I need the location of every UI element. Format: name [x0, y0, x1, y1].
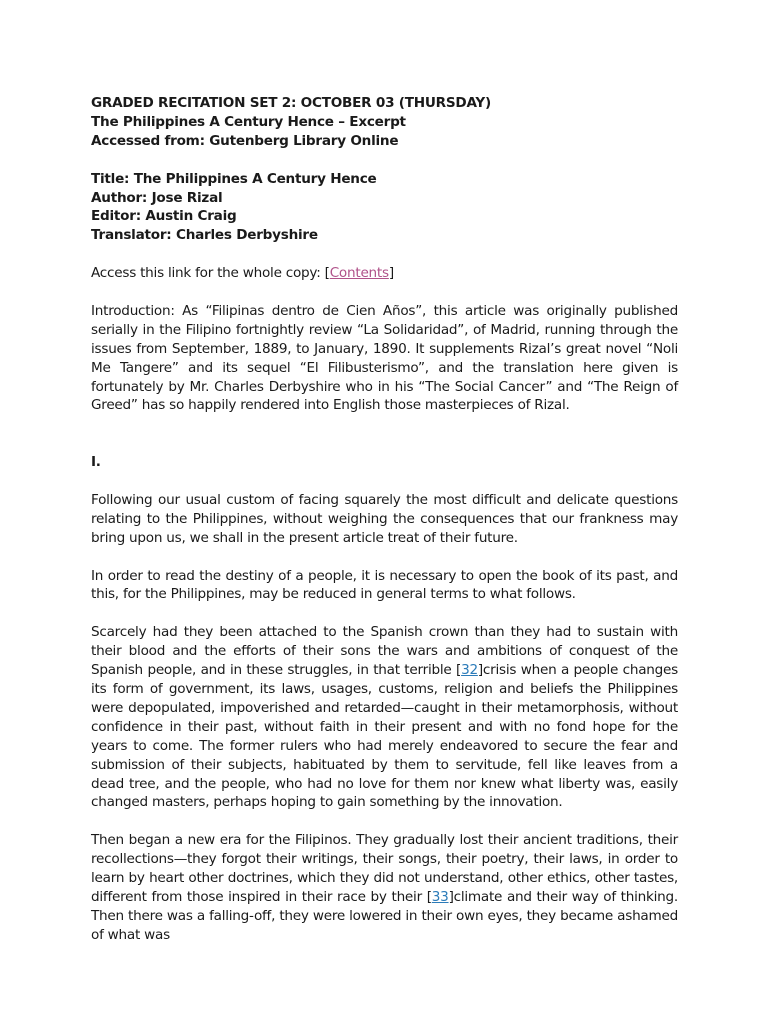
section-heading: I.	[91, 454, 101, 471]
footnote-link-33[interactable]: 33	[431, 888, 449, 905]
access-line	[91, 264, 678, 283]
paragraph-4-text-after: ]climate and their way of thinking. Then there was a falling-off, they were lowered in their own eyes, they became ashamed of what was	[91, 888, 678, 943]
document-page	[91, 94, 678, 945]
meta-editor: Editor: Austin Craig	[91, 208, 237, 225]
body-paragraph-1: Following our usual custom of facing squarely the most difficult and delicate questions relating to the Philippines, without weighing the consequences that our frankness may bring upon us, we shall in the present article treat of their future.	[91, 491, 678, 546]
body-paragraph-4	[91, 831, 678, 944]
access-prefix: Access this link for the whole copy: [	[91, 265, 330, 282]
body-paragraph-2: In order to read the destiny of a people, it is necessary to open the book of its past, and this, for the Philippines, may be reduced in general terms to what follows.	[91, 567, 678, 603]
meta-author: Author: Jose Rizal	[91, 189, 223, 206]
excerpt-title: The Philippines A Century Hence – Excerpt	[91, 113, 406, 130]
meta-title: Title: The Philippines A Century Hence	[91, 170, 377, 187]
meta-translator: Translator: Charles Derbyshire	[91, 227, 318, 244]
paragraph-3-text-before: Scarcely had they been attached to the Spanish crown than they had to sustain with their blood and the efforts of their sons the wars and ambitions of conquest of the Spanish people, and in these struggles, in that terrible [	[91, 624, 678, 679]
paragraph-3-text-after: ]crisis when a people changes its form of government, its laws, usages, customs, religion and beliefs the Philippines were depopulated, impoverished and retarded—caught in their metamorphosis, without confidence in their past, without faith in their present and with no fond hope for the years to come. The former rulers who had merely endeavored to secure the fear and submission of their subjects, habituated by them to servitude, fell like leaves from a dead tree, and the people, who had no love for them nor knew what liberty was, easily changed masters, perhaps hoping to gain something by the innovation.	[91, 662, 678, 811]
contents-link[interactable]: Contents	[329, 265, 389, 282]
body-paragraph-3	[91, 623, 678, 812]
introduction-paragraph: Introduction: As “Filipinas dentro de Cien Años”, this article was originally published serially in the Filipino fortnightly review “La Solidaridad”, of Madrid, running through the issues from September, 1889, to January, 1890. It supplements Rizal’s great novel “Noli Me Tangere” and its sequel “El Filibusterismo”, and the translation here given is fortunately by Mr. Charles Derbyshire who in his “The Social Cancer” and “The Reign of Greed” has so happily rendered into English those masterpieces of Rizal.	[91, 302, 678, 414]
access-suffix: ]	[388, 265, 394, 282]
footnote-link-32[interactable]: 32	[461, 662, 478, 679]
paragraph-4-text-before: Then began a new era for the Filipinos. They gradually lost their ancient traditions, their recollections—they forgot their writings, their songs, their poetry, their laws, in order to learn by heart other doctrines, which they did not understand, other ethics, other tastes, different from those inspired in their race by their [	[91, 832, 678, 905]
source-line: Accessed from: Gutenberg Library Online	[91, 132, 399, 149]
recitation-heading: GRADED RECITATION SET 2: OCTOBER 03 (THURSDAY)	[91, 95, 491, 111]
